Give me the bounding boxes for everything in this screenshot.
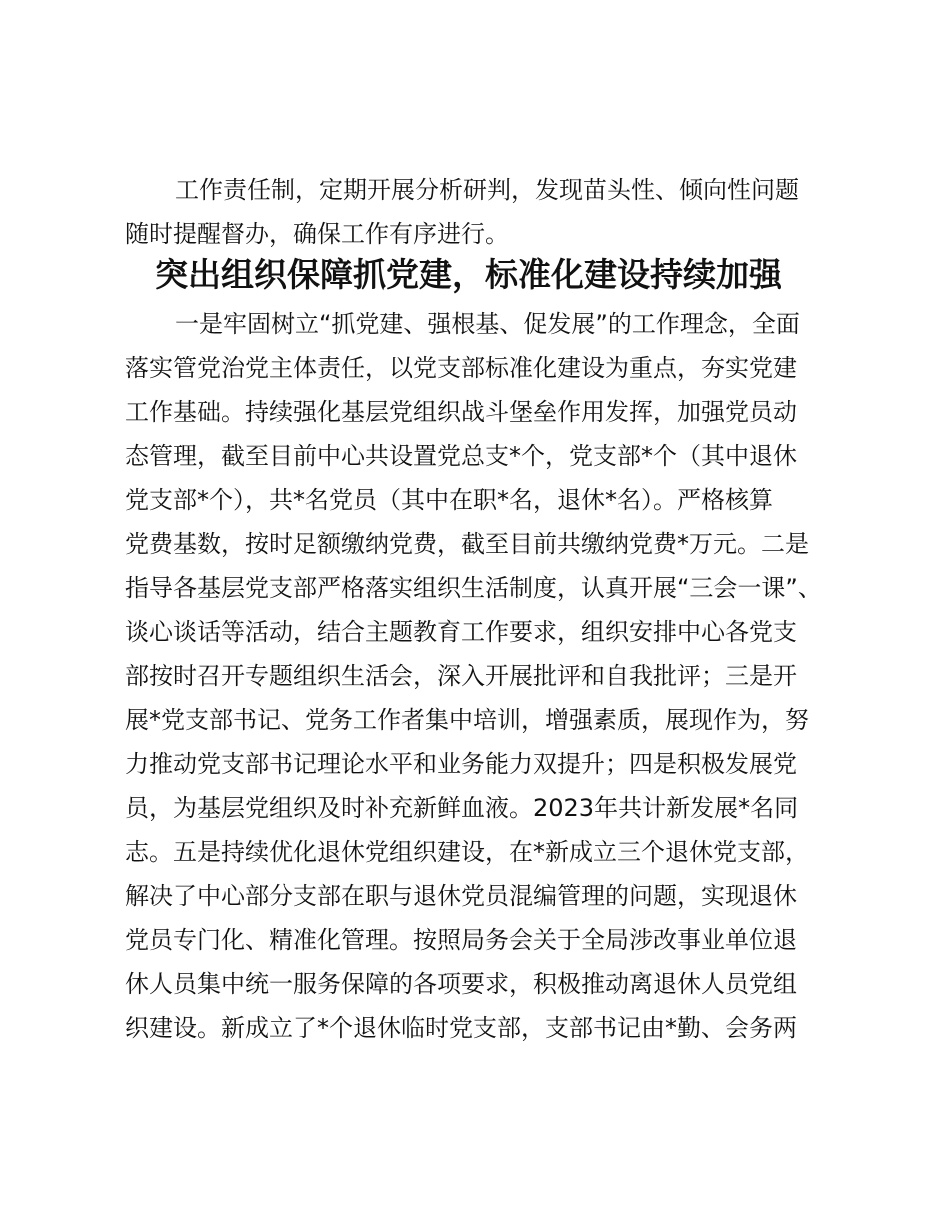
- paragraph-line: 解决了中心部分支部在职与退休党员混编管理的问题，实现退休: [125, 882, 797, 910]
- paragraph-line: 工作基础。持续强化基层党组织战斗堡垒作用发挥，加强党员动: [125, 398, 797, 426]
- paragraph-line: 员，为基层党组织及时补充新鲜血液。2023年共计新发展*名同: [125, 794, 799, 822]
- paragraph-line: 部按时召开专题组织生活会，深入开展批评和自我批评；三是开: [125, 662, 797, 690]
- paragraph-line: 休人员集中统一服务保障的各项要求，积极推动离退休人员党组: [125, 970, 797, 998]
- paragraph-line: 指导各基层党支部严格落实组织生活制度，认真开展“三会一课”、: [125, 574, 822, 602]
- paragraph-line: 力推动党支部书记理论水平和业务能力双提升；四是积极发展党: [125, 750, 797, 778]
- paragraph-line: 党支部*个），共*名党员（其中在职*名，退休*名）。严格核算: [125, 486, 773, 514]
- paragraph-party-building: [125, 302, 837, 1050]
- section-heading: 突出组织保障抓党建，标准化建设持续加强: [155, 255, 782, 294]
- paragraph-line: 志。五是持续优化退休党组织建设，在*新成立三个退休党支部，: [125, 838, 809, 866]
- paragraph-line: 党费基数，按时足额缴纳党费，截至目前共缴纳党费*万元。二是: [125, 530, 809, 558]
- paragraph-line: 工作责任制，定期开展分析研判，发现苗头性、倾向性问题: [175, 176, 799, 204]
- paragraph-line: 党员专门化、精准化管理。按照局务会关于全局涉改事业单位退: [125, 926, 797, 954]
- paragraph-line: 态管理，截至目前中心共设置党总支*个，党支部*个（其中退休: [125, 442, 797, 470]
- paragraph-continuation: [125, 168, 837, 256]
- paragraph-line: 一是牢固树立“抓党建、强根基、促发展”的工作理念，全面: [175, 310, 800, 338]
- paragraph-line: 谈心谈话等活动，结合主题教育工作要求，组织安排中心各党支: [125, 618, 797, 646]
- paragraph-line: 展*党支部书记、党务工作者集中培训，增强素质，展现作为，努: [125, 706, 809, 734]
- paragraph-line: 随时提醒督办，确保工作有序进行。: [125, 220, 509, 248]
- paragraph-line: 落实管党治党主体责任，以党支部标准化建设为重点，夯实党建: [125, 354, 797, 382]
- paragraph-line: 织建设。新成立了*个退休临时党支部，支部书记由*勤、会务两: [125, 1014, 797, 1042]
